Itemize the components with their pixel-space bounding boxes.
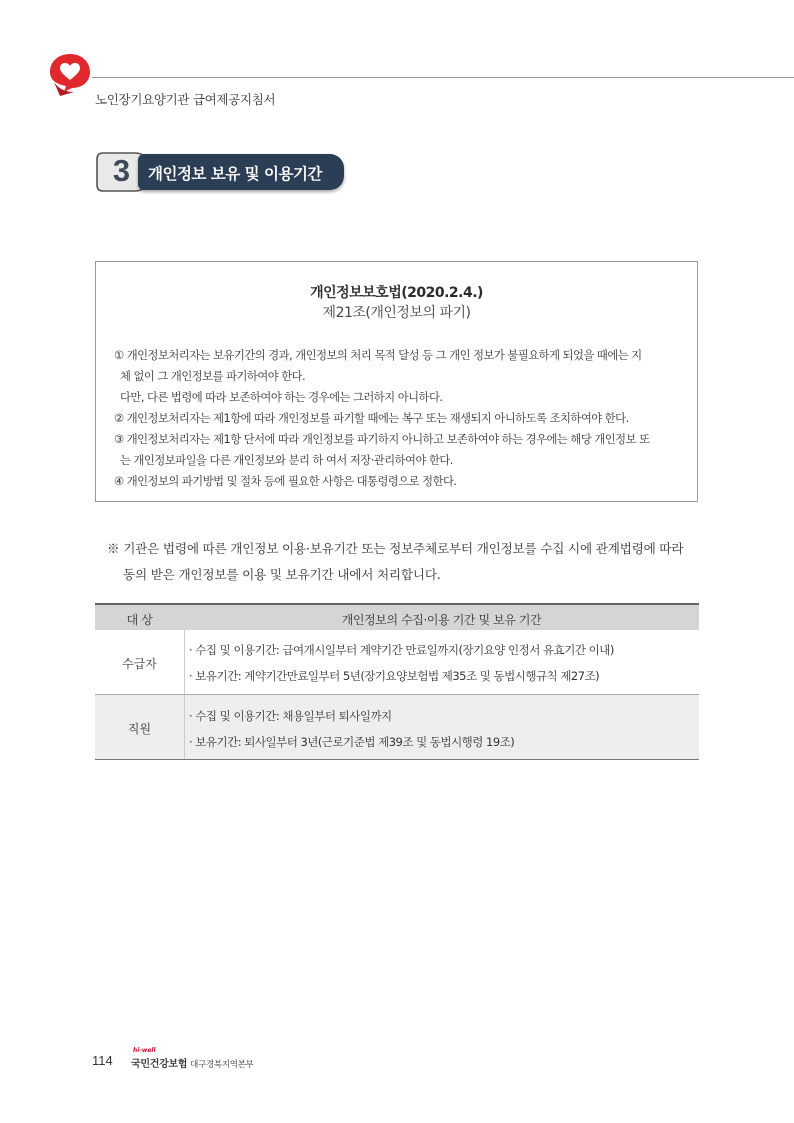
table-header-period: 개인정보의 수집·이용 기간 및 보유 기간 bbox=[341, 613, 542, 627]
law-clause-line: 다만, 다른 법령에 따라 보존하여야 하는 경우에는 그러하지 아니하다. bbox=[120, 391, 443, 404]
table-cell-subject: 직원 bbox=[127, 722, 152, 736]
table-cell-line: · 보유기간: 퇴사일부터 3년(근로기준법 제39조 및 동법시행령 19조) bbox=[189, 735, 515, 749]
note-line-2: 동의 받은 개인정보를 이용 및 보유기간 내에서 처리합니다. bbox=[123, 567, 441, 582]
table-cell-line: · 보유기간: 계약기간만료일부터 5년(장기요양보험법 제35조 및 동법시행규칙 제27조) bbox=[189, 669, 600, 683]
section-number: 3 bbox=[112, 153, 130, 188]
table-cell-subject: 수급자 bbox=[122, 657, 157, 671]
law-article: 제21조(개인정보의 파기) bbox=[322, 305, 471, 321]
law-clause-line: ③ 개인정보처리자는 제1항 단서에 따라 개인정보를 파기하지 아니하고 보존하여야 하는 경우에는 해당 개인정보 또 bbox=[114, 433, 650, 446]
law-title: 개인정보보호법(2020.2.4.) bbox=[310, 285, 483, 301]
heart-logo-icon bbox=[44, 52, 92, 98]
table-row-shade bbox=[95, 694, 699, 760]
law-clause-line: 체 없이 그 개인정보를 파기하여야 한다. bbox=[120, 370, 306, 383]
table-bottom-border bbox=[95, 759, 699, 760]
page-number: 114 bbox=[92, 1053, 113, 1068]
table-row-divider bbox=[95, 694, 699, 695]
footer-organization bbox=[131, 1055, 253, 1070]
table-cell-line: · 수집 및 이용기간: 급여개시일부터 계약기간 만료일까지(장기요양 인정서 유효기간 이내) bbox=[189, 643, 614, 657]
footer-org-name: 국민건강보험 bbox=[131, 1059, 188, 1070]
law-excerpt-box bbox=[95, 261, 698, 502]
table-column-divider bbox=[184, 695, 185, 759]
table-column-divider bbox=[184, 630, 185, 694]
law-clause-line: ④ 개인정보의 파기방법 및 절차 등에 필요한 사항은 대통령령으로 정한다. bbox=[114, 475, 457, 488]
footer-brand-tag: hi-well bbox=[133, 1047, 156, 1054]
document-title: 노인장기요양기관 급여제공지침서 bbox=[95, 92, 276, 107]
table-cell-line: · 수집 및 이용기간: 채용일부터 퇴사일까지 bbox=[189, 709, 392, 723]
law-clause-line: ② 개인정보처리자는 제1항에 따라 개인정보를 파기할 때에는 복구 또는 재생되지 아니하도록 조치하여야 한다. bbox=[114, 412, 629, 425]
law-clause-line: ① 개인정보처리자는 보유기간의 경과, 개인정보의 처리 목적 달성 등 그 개인 정보가 불필요하게 되었을 때에는 지 bbox=[114, 349, 642, 362]
note-line-1: ※ 기관은 법령에 따른 개인정보 이용·보유기간 또는 정보주체로부터 개인정보를 수집 시에 관계법령에 따라 bbox=[107, 541, 684, 556]
table-header-subject: 대 상 bbox=[126, 613, 153, 627]
footer-org-branch: 대구경북지역본부 bbox=[190, 1060, 254, 1070]
law-clause-line: 는 개인정보파일을 다른 개인정보와 분리 하 여서 저장·관리하여야 한다. bbox=[120, 454, 453, 467]
section-title: 개인정보 보유 및 이용기간 bbox=[148, 165, 322, 183]
header-divider bbox=[92, 77, 794, 78]
